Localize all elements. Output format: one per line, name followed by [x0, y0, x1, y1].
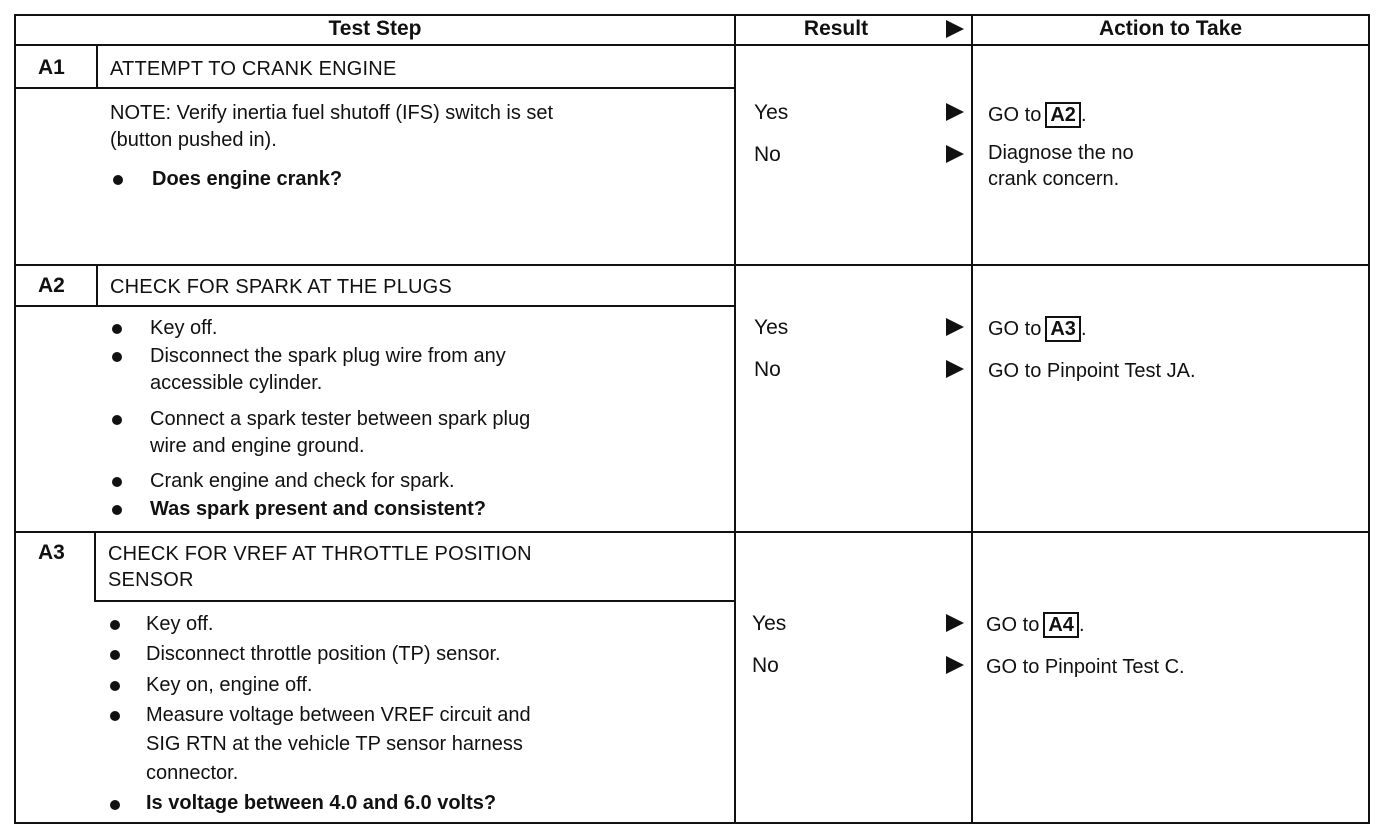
- action-suffix: .: [1078, 614, 1085, 636]
- bullet-text: Connect a spark tester between spark plug: [150, 408, 531, 430]
- bullet-text: Key off.: [150, 317, 218, 339]
- step-reference-box: A4: [1043, 612, 1079, 638]
- bullet-icon: [112, 415, 122, 425]
- step-question: Was spark present and consistent?: [150, 498, 487, 520]
- table-bottom-border: [14, 822, 1370, 824]
- action-no: GO to Pinpoint Test JA.: [988, 360, 1196, 382]
- bullet-text: Key off.: [146, 613, 214, 635]
- bullet-icon: [113, 175, 123, 185]
- result-yes: Yes: [754, 316, 789, 339]
- table-left-border: [14, 14, 16, 824]
- bullet-text: Measure voltage between VREF circuit and: [146, 704, 531, 726]
- step-question: Does engine crank?: [152, 168, 343, 190]
- row-a2-bottom-border: [14, 531, 1370, 533]
- step-id: A2: [38, 274, 65, 297]
- table-right-border: [1368, 14, 1370, 824]
- header-result: Result: [803, 17, 869, 40]
- step-id: A1: [38, 56, 65, 79]
- header-action: Action to Take: [1098, 17, 1243, 40]
- action-suffix: .: [1080, 104, 1087, 126]
- action-no: GO to Pinpoint Test C.: [986, 656, 1185, 678]
- bullet-icon: [112, 352, 122, 362]
- bullet-text: Key on, engine off.: [146, 674, 313, 696]
- bullet-icon: [112, 477, 122, 487]
- bullet-icon: [110, 681, 120, 691]
- bullet-text: connector.: [146, 762, 239, 784]
- step-id: A3: [38, 541, 65, 564]
- arrow-icon: [946, 103, 964, 121]
- bullet-icon: [110, 650, 120, 660]
- result-no: No: [754, 358, 781, 381]
- arrow-icon: [946, 656, 964, 674]
- step-reference-box: A3: [1045, 316, 1081, 342]
- bullet-icon: [110, 800, 120, 810]
- a1-id-separator: [96, 44, 98, 88]
- bullet-text: accessible cylinder.: [150, 372, 323, 394]
- result-yes: Yes: [752, 612, 787, 635]
- bullet-icon: [112, 324, 122, 334]
- step-question: Is voltage between 4.0 and 6.0 volts?: [146, 792, 497, 814]
- action-yes: [988, 316, 1087, 342]
- bullet-text: Disconnect throttle position (TP) sensor.: [146, 643, 501, 665]
- step-title: ATTEMPT TO CRANK ENGINE: [110, 58, 397, 80]
- step-title: SENSOR: [108, 569, 194, 591]
- result-no: No: [752, 654, 779, 677]
- a2-title-underline: [14, 305, 736, 307]
- action-suffix: .: [1080, 318, 1087, 340]
- row-a1-bottom-border: [14, 264, 1370, 266]
- action-no: crank concern.: [988, 168, 1120, 190]
- result-no: No: [754, 143, 781, 166]
- arrow-icon: [946, 614, 964, 632]
- action-column-border: [971, 14, 973, 824]
- bullet-text: Disconnect the spark plug wire from any: [150, 345, 506, 367]
- a3-id-separator: [94, 531, 96, 601]
- result-column-border: [734, 14, 736, 824]
- arrow-icon: [946, 318, 964, 336]
- step-note: NOTE: Verify inertia fuel shutoff (IFS) switch is set: [110, 102, 554, 124]
- header-bottom-border: [14, 44, 1370, 46]
- step-title: CHECK FOR SPARK AT THE PLUGS: [110, 276, 452, 298]
- bullet-text: wire and engine ground.: [150, 435, 365, 457]
- action-prefix: GO to: [988, 104, 1042, 126]
- action-no: Diagnose the no: [988, 142, 1134, 164]
- a1-title-underline: [14, 87, 736, 89]
- bullet-text: SIG RTN at the vehicle TP sensor harness: [146, 733, 523, 755]
- bullet-icon: [112, 505, 122, 515]
- bullet-text: Crank engine and check for spark.: [150, 470, 455, 492]
- step-title: CHECK FOR VREF AT THROTTLE POSITION: [108, 543, 532, 565]
- a2-id-separator: [96, 264, 98, 306]
- action-yes: [988, 102, 1087, 128]
- action-prefix: GO to: [988, 318, 1042, 340]
- header-test-step: Test Step: [328, 17, 422, 40]
- arrow-icon: [946, 145, 964, 163]
- bullet-icon: [110, 620, 120, 630]
- a3-title-underline: [94, 600, 736, 602]
- step-note: (button pushed in).: [110, 129, 277, 151]
- action-prefix: GO to: [986, 614, 1040, 636]
- header-arrow-icon: [946, 20, 964, 38]
- arrow-icon: [946, 360, 964, 378]
- action-yes: [986, 612, 1085, 638]
- step-reference-box: A2: [1045, 102, 1081, 128]
- result-yes: Yes: [754, 101, 789, 124]
- bullet-icon: [110, 711, 120, 721]
